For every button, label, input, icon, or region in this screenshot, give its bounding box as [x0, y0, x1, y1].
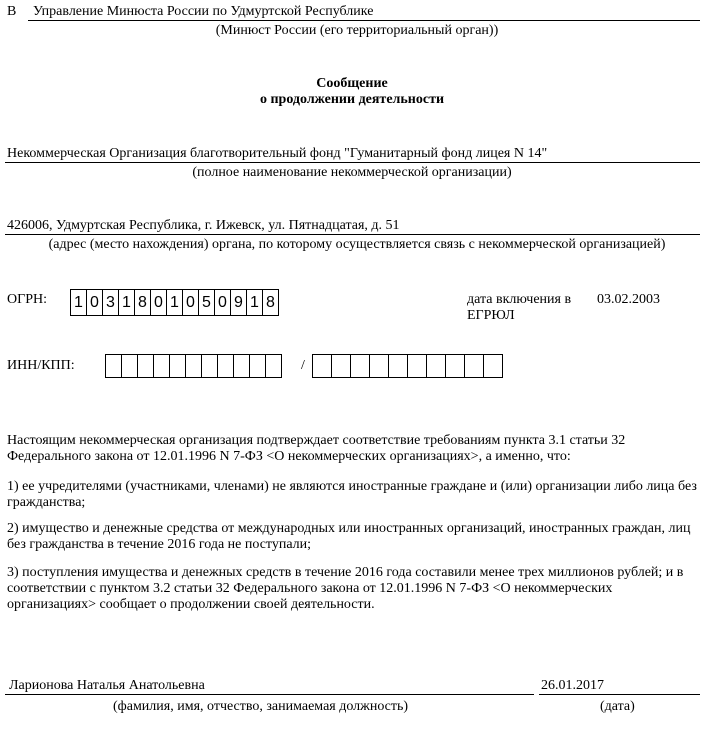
kpp-digit — [407, 354, 427, 378]
ogrn-digit: 3 — [102, 289, 119, 316]
confirmation-intro: Настоящим некоммерческая организация подтверждает соответствие требованиям пункта 3.1 статьи 32 Федерального закона от 12.01.1996 N 7-ФЗ <О некоммерческих организациях>, а именно, что: — [7, 433, 626, 464]
organization-name: Некоммерческая Организация благотворительный фонд "Гуманитарный фонд лицея N 14" — [7, 146, 548, 161]
inn-digit — [169, 354, 186, 378]
document-title: Сообщение — [316, 76, 388, 91]
kpp-digit — [483, 354, 503, 378]
organization-name-underline — [5, 162, 700, 163]
ogrn-digit: 0 — [182, 289, 199, 316]
organization-address-underline — [5, 234, 700, 235]
signer-name: Ларионова Наталья Анатольевна — [9, 678, 205, 693]
inn-boxes — [105, 354, 282, 378]
ogrn-digit: 0 — [214, 289, 231, 316]
recipient-hint: (Минюст России (его территориальный орган)) — [215, 23, 499, 38]
kpp-digit — [312, 354, 332, 378]
kpp-boxes — [312, 354, 503, 378]
kpp-digit — [464, 354, 484, 378]
egrul-date-label: дата включения в — [467, 292, 572, 307]
signature-date-hint: (дата) — [600, 699, 635, 714]
ogrn-digit: 1 — [246, 289, 263, 316]
signer-name-hint: (фамилия, имя, отчество, занимаемая должность) — [113, 699, 409, 714]
ogrn-digit: 1 — [166, 289, 183, 316]
inn-digit — [217, 354, 234, 378]
confirmation-item-1: 1) ее учредителями (участниками, членами) не являются иностранные граждане и (или) организации либо лица без гражданства; — [7, 479, 697, 510]
egrul-date-value: 03.02.2003 — [597, 292, 660, 307]
signature-date-underline — [539, 694, 700, 695]
kpp-digit — [388, 354, 408, 378]
egrul-date-label-line2: ЕГРЮЛ — [467, 308, 515, 323]
ogrn-label: ОГРН: — [7, 292, 47, 307]
confirmation-item-3: 3) поступления имущества и денежных средств в течение 2016 года составили менее трех миллионов рублей; и в соответствии с пунктом 3.2 статьи 32 Федерального закона от 12.01.1996 N 7-ФЗ <О некоммерческих организациях> сообщает о продолжении своей деятельности. — [7, 565, 684, 612]
confirmation-item-2: 2) имущество и денежные средства от международных или иностранных организаций, иностранных граждан, лиц без гражданства в течение 2016 года не поступали; — [7, 521, 691, 552]
inn-digit — [201, 354, 218, 378]
inn-digit — [249, 354, 266, 378]
inn-kpp-label: ИНН/КПП: — [7, 358, 75, 373]
recipient-underline — [28, 20, 700, 21]
ogrn-digit: 1 — [70, 289, 87, 316]
organization-address: 426006, Удмуртская Республика, г. Ижевск, ул. Пятнадцатая, д. 51 — [7, 218, 400, 233]
kpp-digit — [445, 354, 465, 378]
kpp-digit — [350, 354, 370, 378]
ogrn-boxes — [70, 289, 279, 316]
inn-digit — [153, 354, 170, 378]
kpp-digit — [331, 354, 351, 378]
kpp-digit — [426, 354, 446, 378]
organization-address-hint: (адрес (место нахождения) органа, по которому осуществляется связь с некоммерческой организацией) — [48, 237, 666, 252]
inn-digit — [185, 354, 202, 378]
ogrn-digit: 8 — [134, 289, 151, 316]
inn-digit — [121, 354, 138, 378]
ogrn-digit: 9 — [230, 289, 247, 316]
ogrn-digit: 5 — [198, 289, 215, 316]
document-subtitle: о продолжении деятельности — [259, 92, 445, 107]
ogrn-digit: 8 — [262, 289, 279, 316]
recipient-prefix: В — [7, 4, 17, 19]
inn-digit — [265, 354, 282, 378]
inn-digit — [233, 354, 250, 378]
signer-name-underline — [5, 694, 534, 695]
ogrn-digit: 0 — [86, 289, 103, 316]
kpp-digit — [369, 354, 389, 378]
inn-digit — [137, 354, 154, 378]
recipient-name: Управление Минюста России по Удмуртской Республике — [33, 4, 374, 19]
organization-name-hint: (полное наименование некоммерческой организации) — [192, 165, 512, 180]
signature-date: 26.01.2017 — [541, 678, 604, 693]
inn-digit — [105, 354, 122, 378]
inn-kpp-separator: / — [301, 358, 305, 373]
ogrn-digit: 0 — [150, 289, 167, 316]
ogrn-digit: 1 — [118, 289, 135, 316]
